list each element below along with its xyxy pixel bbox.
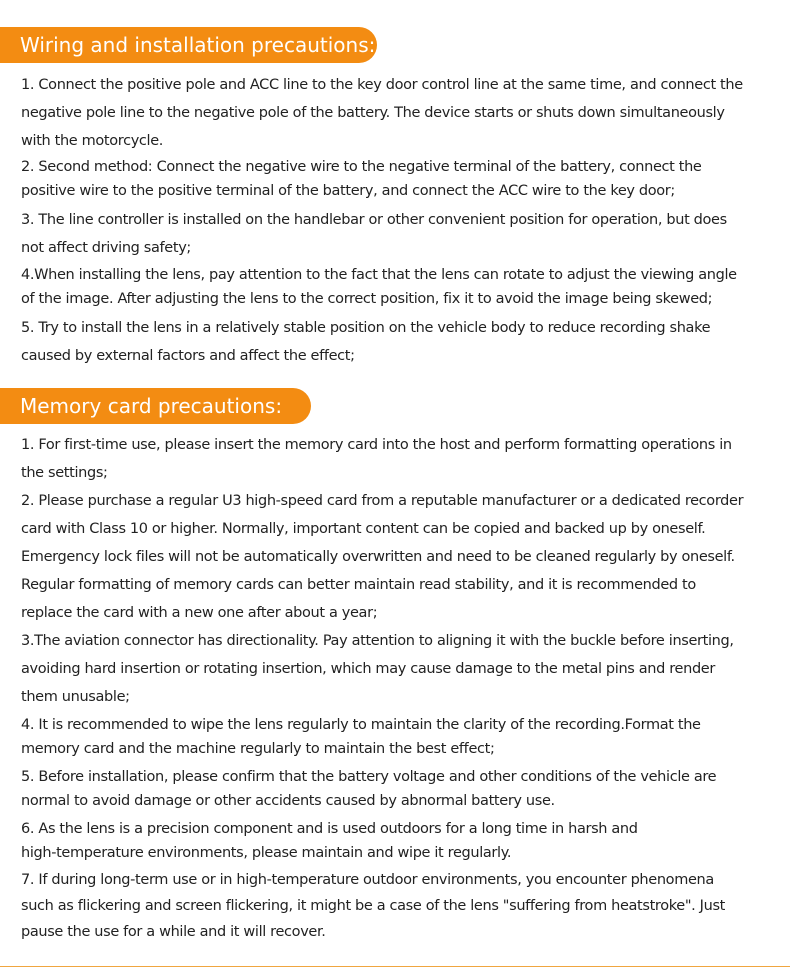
memory-item-3: 3.The aviation connector has directionality. Pay attention to aligning it with the buckle before inserting, avoiding hard insertion or rotating insertion, which may cause damage to the metal pins and render them unusable; <box>21 633 734 705</box>
memory-item-5: 5. Before installation, please confirm that the battery voltage and other conditions of the vehicle are normal to avoid damage or other accidents caused by abnormal battery use. <box>21 769 717 809</box>
wiring-item-4: 4.When installing the lens, pay attention to the fact that the lens can rotate to adjust the viewing angle of the image. After adjusting the lens to the correct position, fix it to avoid the image being skewed; <box>21 267 737 307</box>
memory-item-2: 2. Please purchase a regular U3 high-speed card from a reputable manufacturer or a dedicated recorder card with Class 10 or higher. Normally, important content can be copied and backed up by oneself. Emergency lock files will not be automatically overwritten and need to be cleaned regularly by oneself. Regular formatting of memory cards can better maintain read stability, and it is recommended to replace the card with a new one after about a year; <box>21 493 744 621</box>
wiring-item-1: 1. Connect the positive pole and ACC line to the key door control line at the same time, and connect the negative pole line to the negative pole of the battery. The device starts or shuts down simultaneously with the motorcycle. <box>21 77 743 149</box>
section-title-memory: Memory card precautions: <box>0 388 311 424</box>
section-title-wiring: Wiring and installation precautions: <box>0 27 377 63</box>
memory-item-1: 1. For first-time use, please insert the memory card into the host and perform formatting operations in the settings; <box>21 437 732 481</box>
memory-item-7: 7. If during long-term use or in high-temperature outdoor environments, you encounter phenomena such as flickering and screen flickering, it might be a case of the lens "suffering from heatstroke". Just pause the use for a while and it will recover. <box>21 872 725 940</box>
wiring-item-5: 5. Try to install the lens in a relatively stable position on the vehicle body to reduce recording shake caused by external factors and affect the effect; <box>21 320 711 364</box>
bottom-divider <box>0 966 790 967</box>
wiring-item-3: 3. The line controller is installed on the handlebar or other convenient position for operation, but does not affect driving safety; <box>21 212 727 256</box>
memory-item-6: 6. As the lens is a precision component and is used outdoors for a long time in harsh and high-temperature environments, please maintain and wipe it regularly. <box>21 821 638 861</box>
wiring-item-2: 2. Second method: Connect the negative wire to the negative terminal of the battery, connect the positive wire to the positive terminal of the battery, and connect the ACC wire to the key door; <box>21 159 702 199</box>
memory-item-4: 4. It is recommended to wipe the lens regularly to maintain the clarity of the recording.Format the memory card and the machine regularly to maintain the best effect; <box>21 717 701 757</box>
